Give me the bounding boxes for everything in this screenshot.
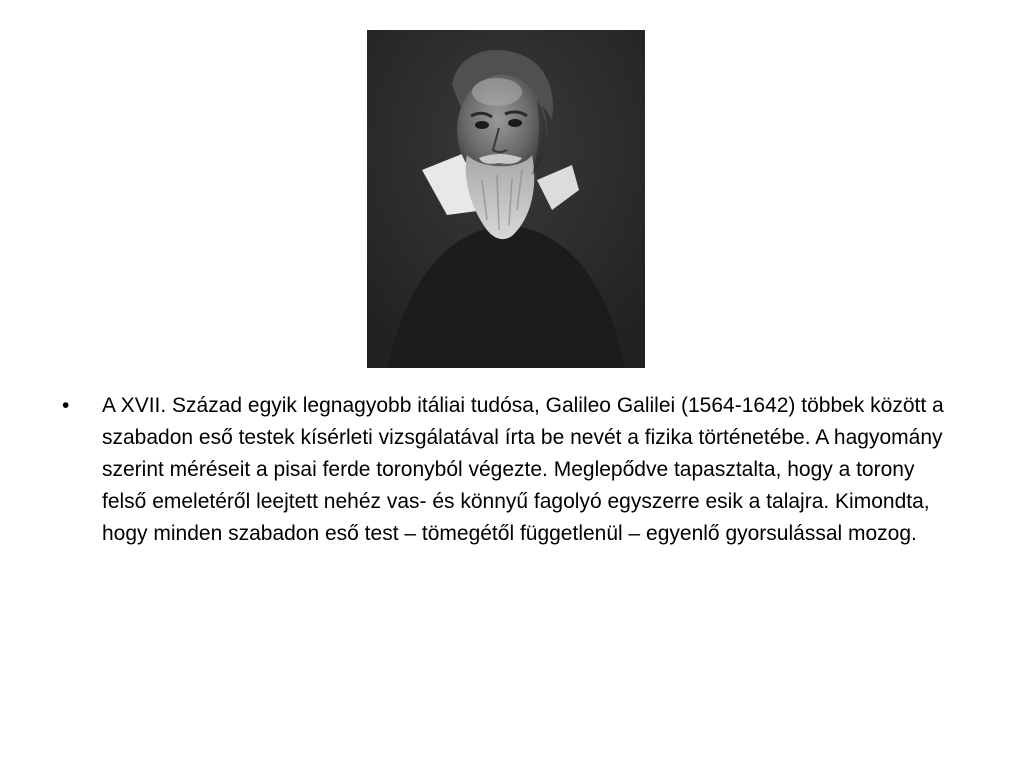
bullet-list xyxy=(62,390,962,550)
list-item xyxy=(62,390,962,550)
galileo-paragraph: A XVII. Század egyik legnagyobb itáliai tudósa, Galileo Galilei (1564-1642) többek között a szabadon eső testek kísérleti vizsgálatával írta be nevét a fizika történetébe. A hagyomány szerint méréseit a pisai ferde toronyból végezte. Meglepődve tapasztalta, hogy a torony felső emeletéről leejtett nehéz vas- és könnyű fagolyó egyszerre esik a talajra. Kimondta, hogy minden szabadon eső test – tömegétől függetlenül – egyenlő gyorsulással mozog. xyxy=(102,394,944,545)
bullet-marker: • xyxy=(62,394,70,417)
galileo-portrait-image xyxy=(367,30,645,368)
portrait-illustration xyxy=(367,30,645,368)
